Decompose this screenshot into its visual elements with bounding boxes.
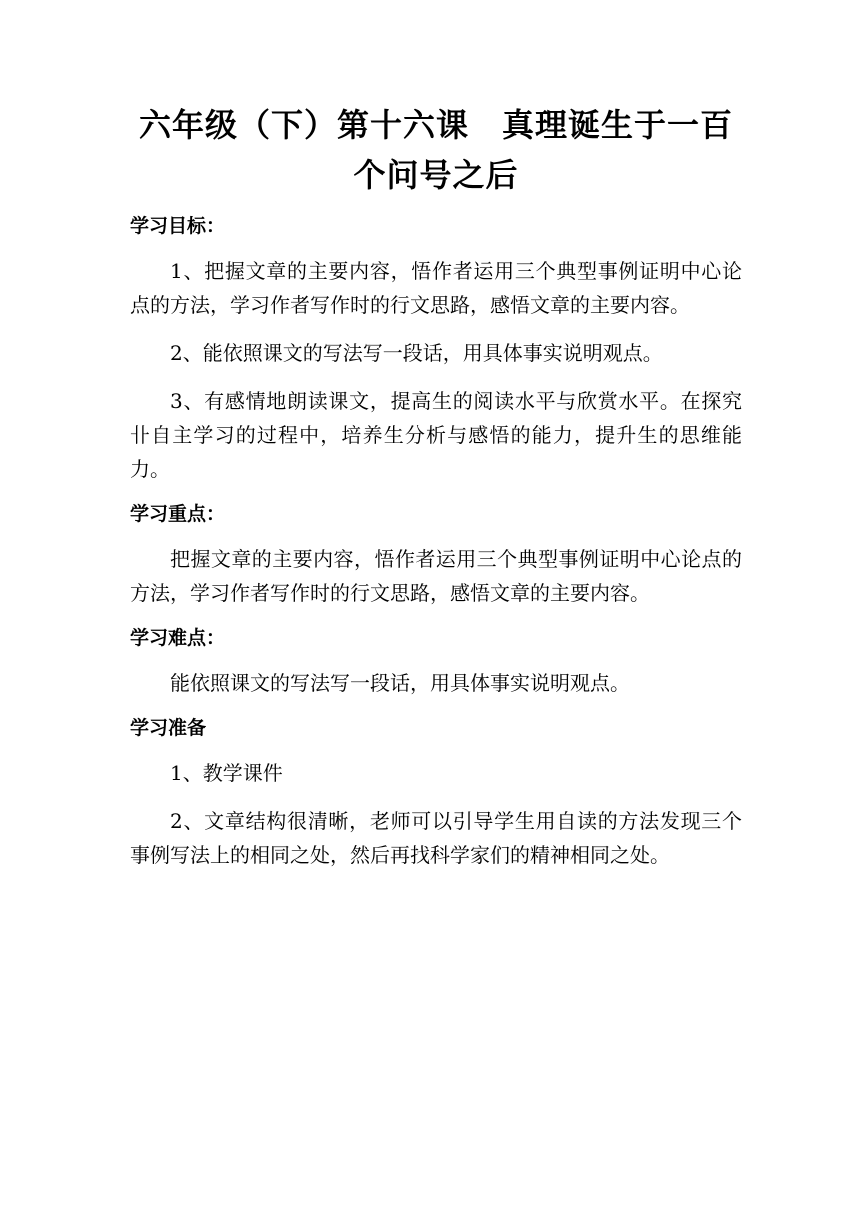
document-page xyxy=(130,100,742,886)
section-difficulties xyxy=(130,624,742,700)
section-heading-goals: 学习目标： xyxy=(130,215,226,237)
document-title: 六年级（下）第十六课 真理诞生于一百个问号之后 xyxy=(138,106,733,194)
goal-item-1: 1、把握文章的主要内容，悟作者运用三个典型事例证明中心论点的方法，学习作者写作时的行文思路，感悟文章的主要内容。 xyxy=(130,259,742,317)
preparation-item-2: 2、文章结构很清晰，老师可以引导学生用自读的方法发现三个事例写法上的相同之处，然后再找科学家们的精神相同之处。 xyxy=(130,809,742,867)
section-preparation xyxy=(130,714,742,872)
preparation-item-1: 1、教学课件 xyxy=(170,761,283,785)
key-point-item-1: 把握文章的主要内容，悟作者运用三个典型事例证明中心论点的方法，学习作者写作时的行文思路，感悟文章的主要内容。 xyxy=(130,547,742,605)
section-heading-preparation: 学习准备 xyxy=(130,717,207,739)
section-goals xyxy=(130,212,742,486)
difficulty-item-1: 能依照课文的写法写一段话，用具体事实说明观点。 xyxy=(170,671,630,695)
goal-item-3: 3、有感情地朗读课文，提高生的阅读水平与欣赏水平。在探究卝自主学习的过程中，培养生分析与感悟的能力，提升生的思维能力。 xyxy=(130,389,742,481)
section-heading-key-points: 学习重点： xyxy=(130,503,226,525)
section-key-points xyxy=(130,500,742,610)
goal-item-2: 2、能依照课文的写法写一段话，用具体事实说明观点。 xyxy=(170,341,663,365)
section-heading-difficulties: 学习难点： xyxy=(130,627,226,649)
